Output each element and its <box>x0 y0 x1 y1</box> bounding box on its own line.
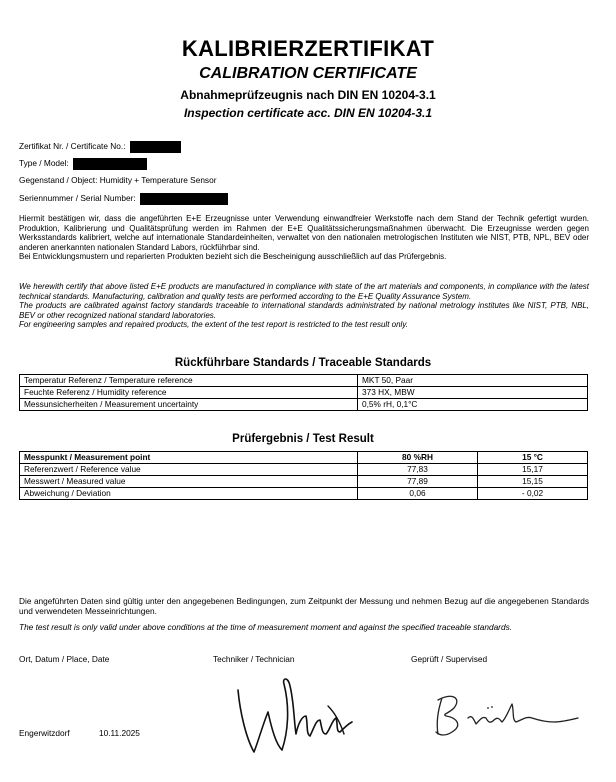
result-humidity: 77,83 <box>358 464 478 476</box>
test-result-table <box>19 451 588 500</box>
result-label: Messwert / Measured value <box>20 476 358 488</box>
place-date-label: Ort, Datum / Place, Date <box>19 654 110 664</box>
traceable-standards-title: Rückführbare Standards / Traceable Standards <box>174 357 432 369</box>
table-row <box>20 387 588 399</box>
statement-en-text: We herewith certify that above listed E+E products are manufactured in compliance with state of the art materials and components, in compliance with the latest technical standards. Manufacturing, calibration and quality tests are performed according to the E+E Quality Assurance System. <box>19 282 589 301</box>
statement-de-text: Hiermit bestätigen wir, dass die angeführten E+E Erzeugnisse unter Verwendung einwandfreier Werkstoffe nach dem Stand der Technik gefertigt wurden. Produktion, Kalibrierung und Qualitätsprüfung werden im Rahmen der E+E Qualitätssicherungsmaßnahmen überwacht. Die Erzeugnisse werden gegen Werksstandards kalibriert, welche auf internationale Standardeinheiten, verwaltet von den nationalen metrologischen Instituten wie NIST, PTB, NPL, BEV oder anderen anerkannten nationalen Standard Labors, rückführbar sind. <box>19 214 589 252</box>
traceable-value: MKT 50, Paar <box>358 375 588 387</box>
statement-en-text-3: For engineering samples and repaired products, the extent of the test report is restricted to the test result only. <box>19 320 408 330</box>
object-label: Gegenstand / Object: Humidity + Temperature Sensor <box>19 175 217 185</box>
type-redaction <box>73 158 147 170</box>
certificate-number-redaction <box>130 141 181 153</box>
result-label: Referenzwert / Reference value <box>20 464 358 476</box>
serial-row <box>19 193 228 205</box>
traceable-value: 0,5% rH, 0,1°C <box>358 399 588 411</box>
result-label: Abweichung / Deviation <box>20 488 358 500</box>
traceable-standards-table <box>19 374 588 411</box>
statement-en-text-2: The products are calibrated against factory standards traceable to international standards administrated by national metrology institutes like NIST, PTB, NBL, BEV or other recognized national standard laboratories. <box>19 301 589 320</box>
result-temperature: 15,15 <box>478 476 588 488</box>
table-header-row <box>20 452 588 464</box>
result-header-label: Messpunkt / Measurement point <box>20 452 358 464</box>
date-value: 10.11.2025 <box>99 728 140 738</box>
place-value: Engerwitzdorf <box>19 728 70 738</box>
traceable-value: 373 HX, MBW <box>358 387 588 399</box>
traceable-label: Messunsicherheiten / Measurement uncertainty <box>20 399 358 411</box>
result-humidity: 0,06 <box>358 488 478 500</box>
serial-label: Seriennummer / Serial Number: <box>19 193 136 204</box>
traceable-label: Temperatur Referenz / Temperature reference <box>20 375 358 387</box>
table-row <box>20 399 588 411</box>
result-header-temperature: 15 °C <box>478 452 588 464</box>
table-row <box>20 375 588 387</box>
technician-signature <box>232 672 362 758</box>
certificate-number-label: Zertifikat Nr. / Certificate No.: <box>19 141 126 152</box>
subtitle-de: Abnahmeprüfzeugnis nach DIN EN 10204-3.1 <box>180 88 436 102</box>
certificate-number-row <box>19 141 181 153</box>
table-row <box>20 464 588 476</box>
validity-note-en: The test result is only valid under above conditions at the time of measurement moment and against the specified traceable standards. <box>19 622 513 632</box>
statement-de-text-2: Bei Entwicklungsmustern und reparierten Produkten bezieht sich die Bescheinigung ausschließlich auf das Prüfergebnis. <box>19 252 447 262</box>
table-row <box>20 488 588 500</box>
table-row <box>20 476 588 488</box>
subtitle-en: Inspection certificate acc. DIN EN 10204-3.1 <box>183 106 433 120</box>
traceable-label: Feuchte Referenz / Humidity reference <box>20 387 358 399</box>
result-temperature: - 0,02 <box>478 488 588 500</box>
technician-label: Techniker / Technician <box>213 654 295 664</box>
type-label: Type / Model: <box>19 158 69 169</box>
type-row <box>19 158 147 170</box>
test-result-title: Prüfergebnis / Test Result <box>232 433 374 445</box>
serial-redaction <box>140 193 228 205</box>
object-row <box>19 175 216 185</box>
title-de: KALIBRIERZERTIFIKAT <box>181 36 435 61</box>
result-temperature: 15,17 <box>478 464 588 476</box>
supervised-label: Geprüft / Supervised <box>411 654 488 664</box>
statement-en <box>19 282 589 330</box>
statement-de <box>19 214 589 262</box>
result-humidity: 77,89 <box>358 476 478 488</box>
title-en: CALIBRATION CERTIFICATE <box>199 65 417 82</box>
supervisor-signature <box>428 690 584 740</box>
result-header-humidity: 80 %RH <box>358 452 478 464</box>
validity-note-de: Die angeführten Daten sind gültig unter den angegebenen Bedingungen, zum Zeitpunkt der Messung und nehmen Bezug auf die angegebenen Standards und verwendeten Messeinrichtungen. <box>19 596 589 616</box>
